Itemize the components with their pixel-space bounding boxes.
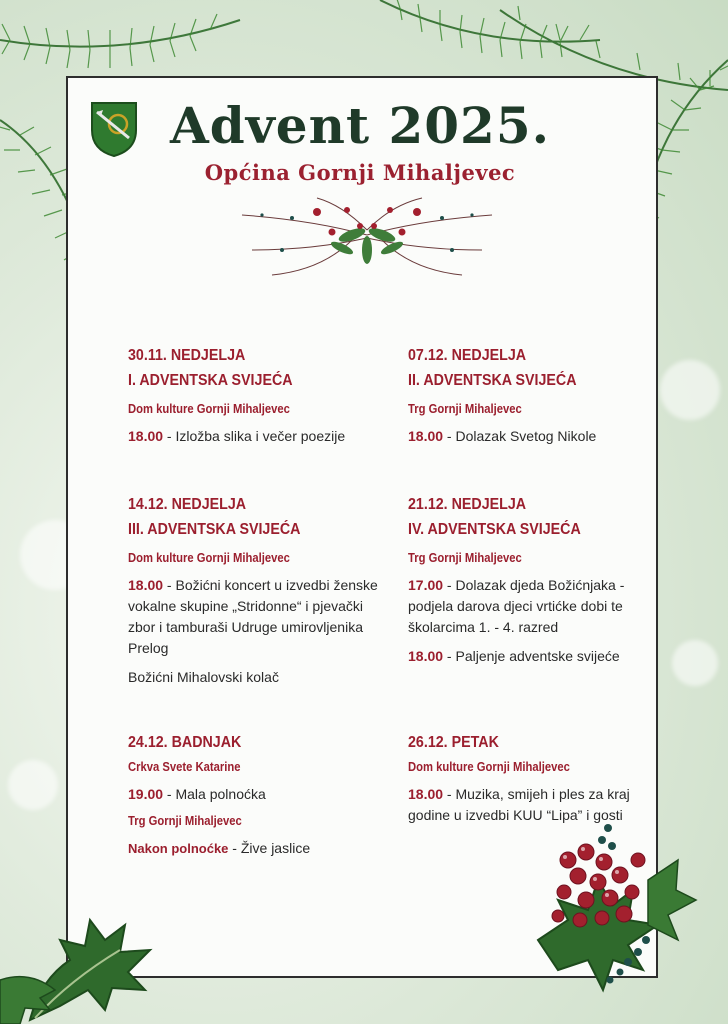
holly-berries-icon bbox=[528, 820, 698, 1000]
event-time: 18.00 bbox=[128, 577, 164, 593]
page-subtitle: Općina Gornji Mihaljevec bbox=[204, 160, 516, 185]
event-week: III. ADVENTSKA SVIJEĆA bbox=[128, 521, 301, 538]
event-date: 14.12. NEDJELJA bbox=[128, 496, 247, 513]
event-item bbox=[128, 784, 393, 805]
event-location: Crkva Svete Katarine bbox=[128, 760, 241, 774]
event-location: Dom kulture Gornji Mihaljevec bbox=[408, 760, 570, 774]
event-item bbox=[128, 838, 393, 859]
bokeh-light bbox=[672, 640, 718, 686]
event-item bbox=[128, 426, 393, 447]
event-item bbox=[128, 575, 378, 659]
bokeh-light bbox=[8, 760, 58, 810]
coat-of-arms-icon bbox=[89, 100, 139, 158]
holly-leaf-icon bbox=[0, 880, 160, 1024]
event-week: IV. ADVENTSKA SVIJEĆA bbox=[408, 521, 581, 538]
event-item bbox=[408, 646, 648, 667]
event-date: 24.12. BADNJAK bbox=[128, 734, 242, 751]
event-30-11 bbox=[128, 343, 393, 447]
event-text: - Žive jaslice bbox=[228, 840, 311, 856]
event-week: II. ADVENTSKA SVIJEĆA bbox=[408, 372, 577, 389]
event-text: - Mala polnoćka bbox=[163, 786, 266, 802]
event-item bbox=[128, 667, 378, 688]
event-location: Trg Gornji Mihaljevec bbox=[128, 814, 242, 828]
event-date: 21.12. NEDJELJA bbox=[408, 496, 527, 513]
event-location: Trg Gornji Mihaljevec bbox=[408, 551, 522, 565]
page-title: Advent 2025. bbox=[169, 96, 551, 155]
event-time: 17.00 bbox=[408, 577, 444, 593]
event-date: 07.12. NEDJELJA bbox=[408, 347, 527, 364]
event-item bbox=[408, 575, 648, 638]
event-21-12 bbox=[408, 492, 648, 667]
event-24-12 bbox=[128, 730, 393, 859]
event-date: 26.12. PETAK bbox=[408, 734, 499, 751]
event-item bbox=[408, 426, 673, 447]
event-07-12 bbox=[408, 343, 673, 447]
event-text: Božićni Mihalovski kolač bbox=[128, 669, 279, 685]
event-location: Dom kulture Gornji Mihaljevec bbox=[128, 402, 290, 416]
event-time: 19.00 bbox=[128, 786, 164, 802]
event-time: 18.00 bbox=[128, 428, 164, 444]
event-time: 18.00 bbox=[408, 648, 444, 664]
event-time: 18.00 bbox=[408, 786, 444, 802]
event-14-12 bbox=[128, 492, 378, 688]
event-location: Dom kulture Gornji Mihaljevec bbox=[128, 551, 290, 565]
event-text: - Muzika, smijeh i ples za kraj godine u izvedbi KUU “Lipa” i gosti bbox=[408, 786, 630, 823]
event-text: - Dolazak Svetog Nikole bbox=[443, 428, 597, 444]
event-text: - Paljenje adventske svijeće bbox=[443, 648, 620, 664]
event-text: - Dolazak djeda Božićnjaka - podjela darova djeci vrtićke dobi te školarcima 1. - 4. razred bbox=[408, 577, 625, 635]
event-location: Trg Gornji Mihaljevec bbox=[408, 402, 522, 416]
event-text: - Izložba slika i večer poezije bbox=[163, 428, 346, 444]
event-text: - Božićni koncert u izvedbi ženske vokalne skupine „Stridonne“ i pjevački zbor i tamburaši Udruge umirovljenika Prelog bbox=[128, 577, 378, 656]
floral-ornament-icon bbox=[232, 190, 502, 290]
event-date: 30.11. NEDJELJA bbox=[128, 347, 246, 364]
event-time: 18.00 bbox=[408, 428, 444, 444]
event-week: I. ADVENTSKA SVIJEĆA bbox=[128, 372, 293, 389]
event-26-12 bbox=[408, 730, 638, 826]
event-time: Nakon polnoćke bbox=[128, 841, 229, 856]
